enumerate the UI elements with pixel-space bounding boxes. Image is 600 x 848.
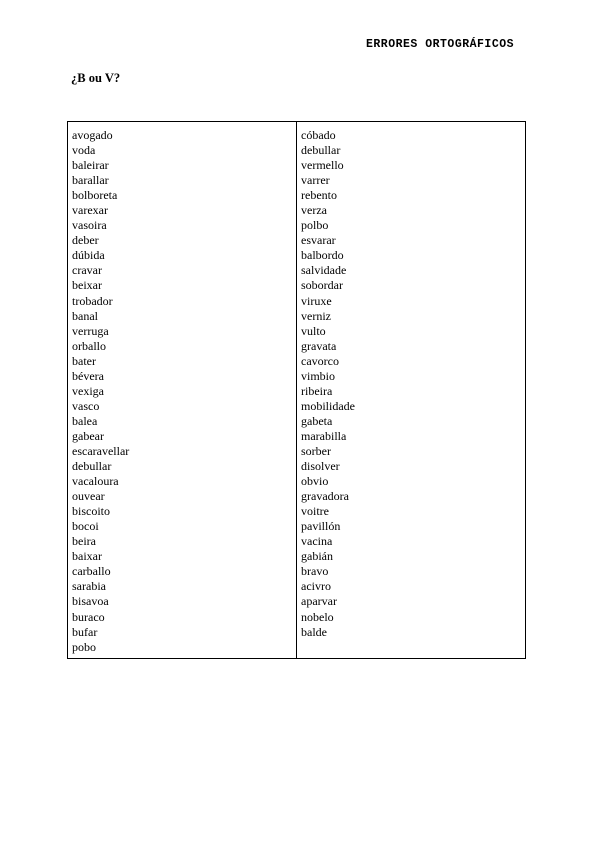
word-item: gravadora — [301, 489, 349, 504]
word-item: obvio — [301, 474, 329, 489]
word-item: sarabia — [72, 579, 106, 594]
word-item: salvidade — [301, 263, 347, 278]
word-item: vasco — [72, 398, 100, 413]
word-item: bater — [72, 353, 96, 368]
word-item: varrer — [301, 173, 330, 188]
word-item: marabilla — [301, 428, 347, 443]
word-column-left — [72, 128, 129, 655]
word-item: verniz — [301, 308, 331, 323]
word-item: esvarar — [301, 233, 336, 248]
word-item: gabear — [72, 428, 104, 443]
word-item: balea — [72, 413, 98, 428]
word-item: vacaloura — [72, 474, 119, 489]
word-item: cravar — [72, 263, 102, 278]
word-item: cóbado — [301, 128, 336, 142]
word-item: ribeira — [301, 383, 333, 398]
word-item: deber — [72, 233, 99, 248]
word-item: orballo — [72, 338, 106, 353]
word-item: debullar — [72, 459, 112, 474]
word-item: ouvear — [72, 489, 105, 504]
word-item: vulto — [301, 323, 326, 338]
word-item: vimbio — [301, 368, 336, 383]
word-item: bufar — [72, 624, 98, 639]
word-item: vermello — [301, 158, 344, 173]
word-item: cavorco — [301, 353, 339, 368]
word-item: beira — [72, 534, 96, 549]
word-item: dúbida — [72, 248, 105, 263]
word-item: verruga — [72, 323, 109, 338]
word-item: bisavoa — [72, 594, 109, 609]
word-item: pavillón — [301, 519, 341, 534]
page-title: ERRORES ORTOGRÁFICOS — [366, 38, 515, 51]
word-item: avogado — [72, 128, 113, 142]
exercise-question: ¿B ou V? — [71, 71, 121, 85]
word-item: voda — [72, 143, 96, 158]
word-item: bravo — [301, 564, 329, 579]
word-item: voitre — [301, 504, 329, 519]
word-item: verza — [301, 203, 327, 218]
word-item: buraco — [72, 609, 105, 624]
word-item: rebento — [301, 188, 337, 203]
word-item: baleirar — [72, 158, 109, 173]
word-item: escaravellar — [72, 443, 130, 458]
word-item: nobelo — [301, 609, 334, 624]
word-item: biscoito — [72, 504, 110, 519]
word-item: gabián — [301, 549, 333, 564]
word-column-right — [301, 128, 355, 640]
word-item: aparvar — [301, 594, 337, 609]
word-item: vexiga — [72, 383, 104, 398]
word-item: polbo — [301, 218, 329, 233]
word-item: gabeta — [301, 413, 333, 428]
word-item: baixar — [72, 549, 102, 564]
word-item: bocoi — [72, 519, 99, 534]
word-item: beixar — [72, 278, 102, 293]
word-item: balbordo — [301, 248, 344, 263]
word-item: vacina — [301, 534, 333, 549]
word-item: acivro — [301, 579, 331, 594]
word-table — [67, 121, 526, 659]
word-item: gravata — [301, 338, 337, 353]
word-item: mobilidade — [301, 398, 355, 413]
word-item: carballo — [72, 564, 111, 579]
word-item: bévera — [72, 368, 104, 383]
word-item: banal — [72, 308, 98, 323]
word-item: sobordar — [301, 278, 343, 293]
column-divider — [296, 122, 297, 658]
word-item: debullar — [301, 143, 341, 158]
word-item: trobador — [72, 293, 113, 308]
word-item: vasoira — [72, 218, 107, 233]
word-item: balde — [301, 624, 327, 639]
word-item: sorber — [301, 443, 331, 458]
word-item: varexar — [72, 203, 108, 218]
word-item: pobo — [72, 639, 96, 654]
word-item: bolboreta — [72, 188, 118, 203]
word-item: disolver — [301, 459, 340, 474]
word-item: viruxe — [301, 293, 332, 308]
word-item: barallar — [72, 173, 109, 188]
